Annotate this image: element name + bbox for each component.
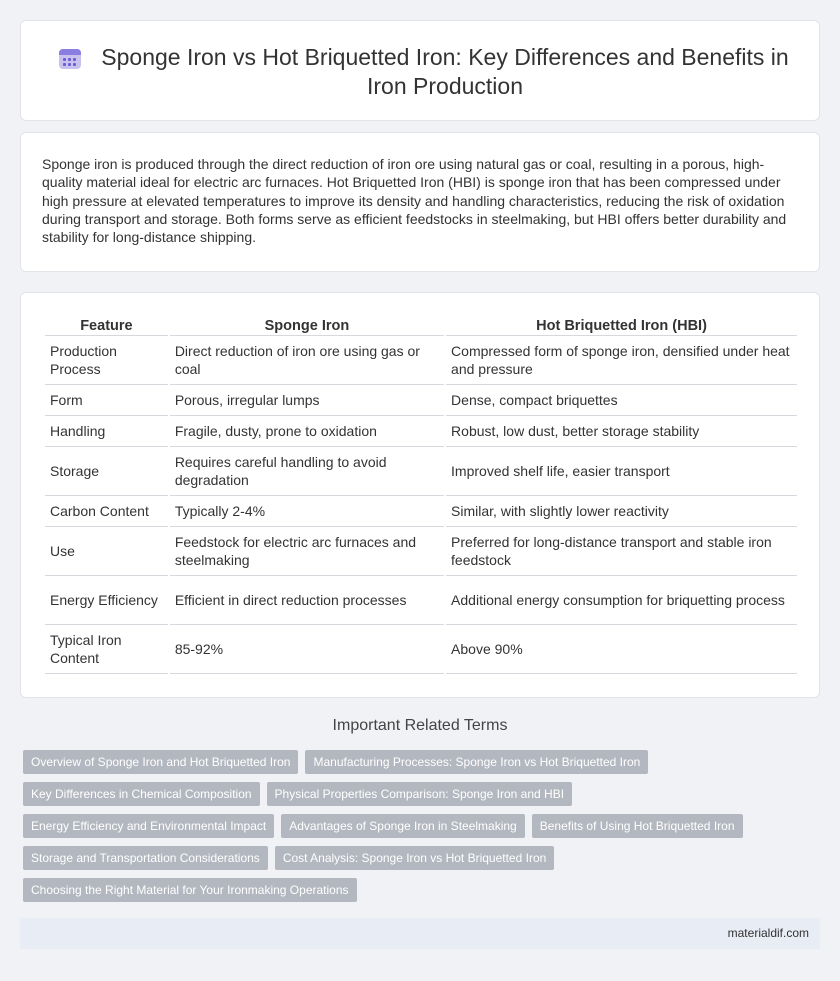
related-term-tag[interactable]: Cost Analysis: Sponge Iron vs Hot Briquetted Iron [275,846,554,870]
hbi-cell: Similar, with slightly lower reactivity [446,496,797,527]
footer [20,918,820,949]
related-term-tag[interactable]: Physical Properties Comparison: Sponge Iron and HBI [267,782,572,806]
hbi-cell: Improved shelf life, easier transport [446,447,797,496]
hbi-cell: Dense, compact briquettes [446,385,797,416]
hbi-cell: Additional energy consumption for briquetting process [446,576,797,625]
feature-cell: Form [45,385,168,416]
table-row [45,385,797,416]
intro-paragraph: Sponge iron is produced through the direct reduction of iron ore using natural gas or coal, resulting in a porous, high-quality material ideal for electric arc furnaces. Hot Briquetted Iron (HBI) is sponge iron that has been compressed under high pressure at elevated temperatures to improve its density and handling characteristics, reducing the risk of oxidation during transport and storage. Both forms serve as efficient feedstocks in steelmaking, but HBI offers better durability and stability for long-distance shipping. [42,156,787,246]
hbi-cell: Robust, low dust, better storage stability [446,416,797,447]
feature-cell: Production Process [45,336,168,385]
sponge-iron-cell: Porous, irregular lumps [170,385,444,416]
table-row [45,527,797,576]
table-row [45,416,797,447]
sponge-iron-cell: Fragile, dusty, prone to oxidation [170,416,444,447]
header-card [20,20,820,121]
table-row [45,447,797,496]
table-header-row [45,315,797,336]
related-terms-heading: Important Related Terms [332,717,508,734]
hbi-cell: Preferred for long-distance transport and stable iron feedstock [446,527,797,576]
related-term-tag[interactable]: Benefits of Using Hot Briquetted Iron [532,814,743,838]
footer-site-link[interactable]: materialdif.com [727,926,809,940]
related-term-tag[interactable]: Overview of Sponge Iron and Hot Briquetted Iron [23,750,298,774]
sponge-iron-cell: Requires careful handling to avoid degradation [170,447,444,496]
comparison-card [20,292,820,698]
header-feature: Feature [45,315,168,336]
feature-cell: Storage [45,447,168,496]
feature-cell: Energy Efficiency [45,576,168,625]
feature-cell: Carbon Content [45,496,168,527]
page-title: Sponge Iron vs Hot Briquetted Iron: Key Differences and Benefits in Iron Production [101,44,789,99]
sponge-iron-cell: Typically 2-4% [170,496,444,527]
sponge-iron-cell: Direct reduction of iron ore using gas or coal [170,336,444,385]
sponge-iron-cell: 85-92% [170,625,444,674]
sponge-iron-cell: Feedstock for electric arc furnaces and steelmaking [170,527,444,576]
table-row [45,625,797,674]
related-term-tag[interactable]: Energy Efficiency and Environmental Impact [23,814,274,838]
sponge-iron-cell: Efficient in direct reduction processes [170,576,444,625]
related-term-tag[interactable]: Advantages of Sponge Iron in Steelmaking [281,814,524,838]
related-terms-list [23,750,803,902]
related-term-tag[interactable]: Manufacturing Processes: Sponge Iron vs Hot Briquetted Iron [305,750,648,774]
table-row [45,576,797,625]
related-term-tag[interactable]: Key Differences in Chemical Composition [23,782,260,806]
related-term-tag[interactable]: Choosing the Right Material for Your Ironmaking Operations [23,878,357,902]
feature-cell: Handling [45,416,168,447]
header-sponge-iron: Sponge Iron [170,315,444,336]
comparison-table [43,315,799,674]
feature-cell: Use [45,527,168,576]
intro-card [20,132,820,272]
table-row [45,336,797,385]
related-term-tag[interactable]: Storage and Transportation Considerations [23,846,268,870]
header-hbi: Hot Briquetted Iron (HBI) [446,315,797,336]
feature-cell: Typical Iron Content [45,625,168,674]
hbi-cell: Compressed form of sponge iron, densified under heat and pressure [446,336,797,385]
table-row [45,496,797,527]
hbi-cell: Above 90% [446,625,797,674]
